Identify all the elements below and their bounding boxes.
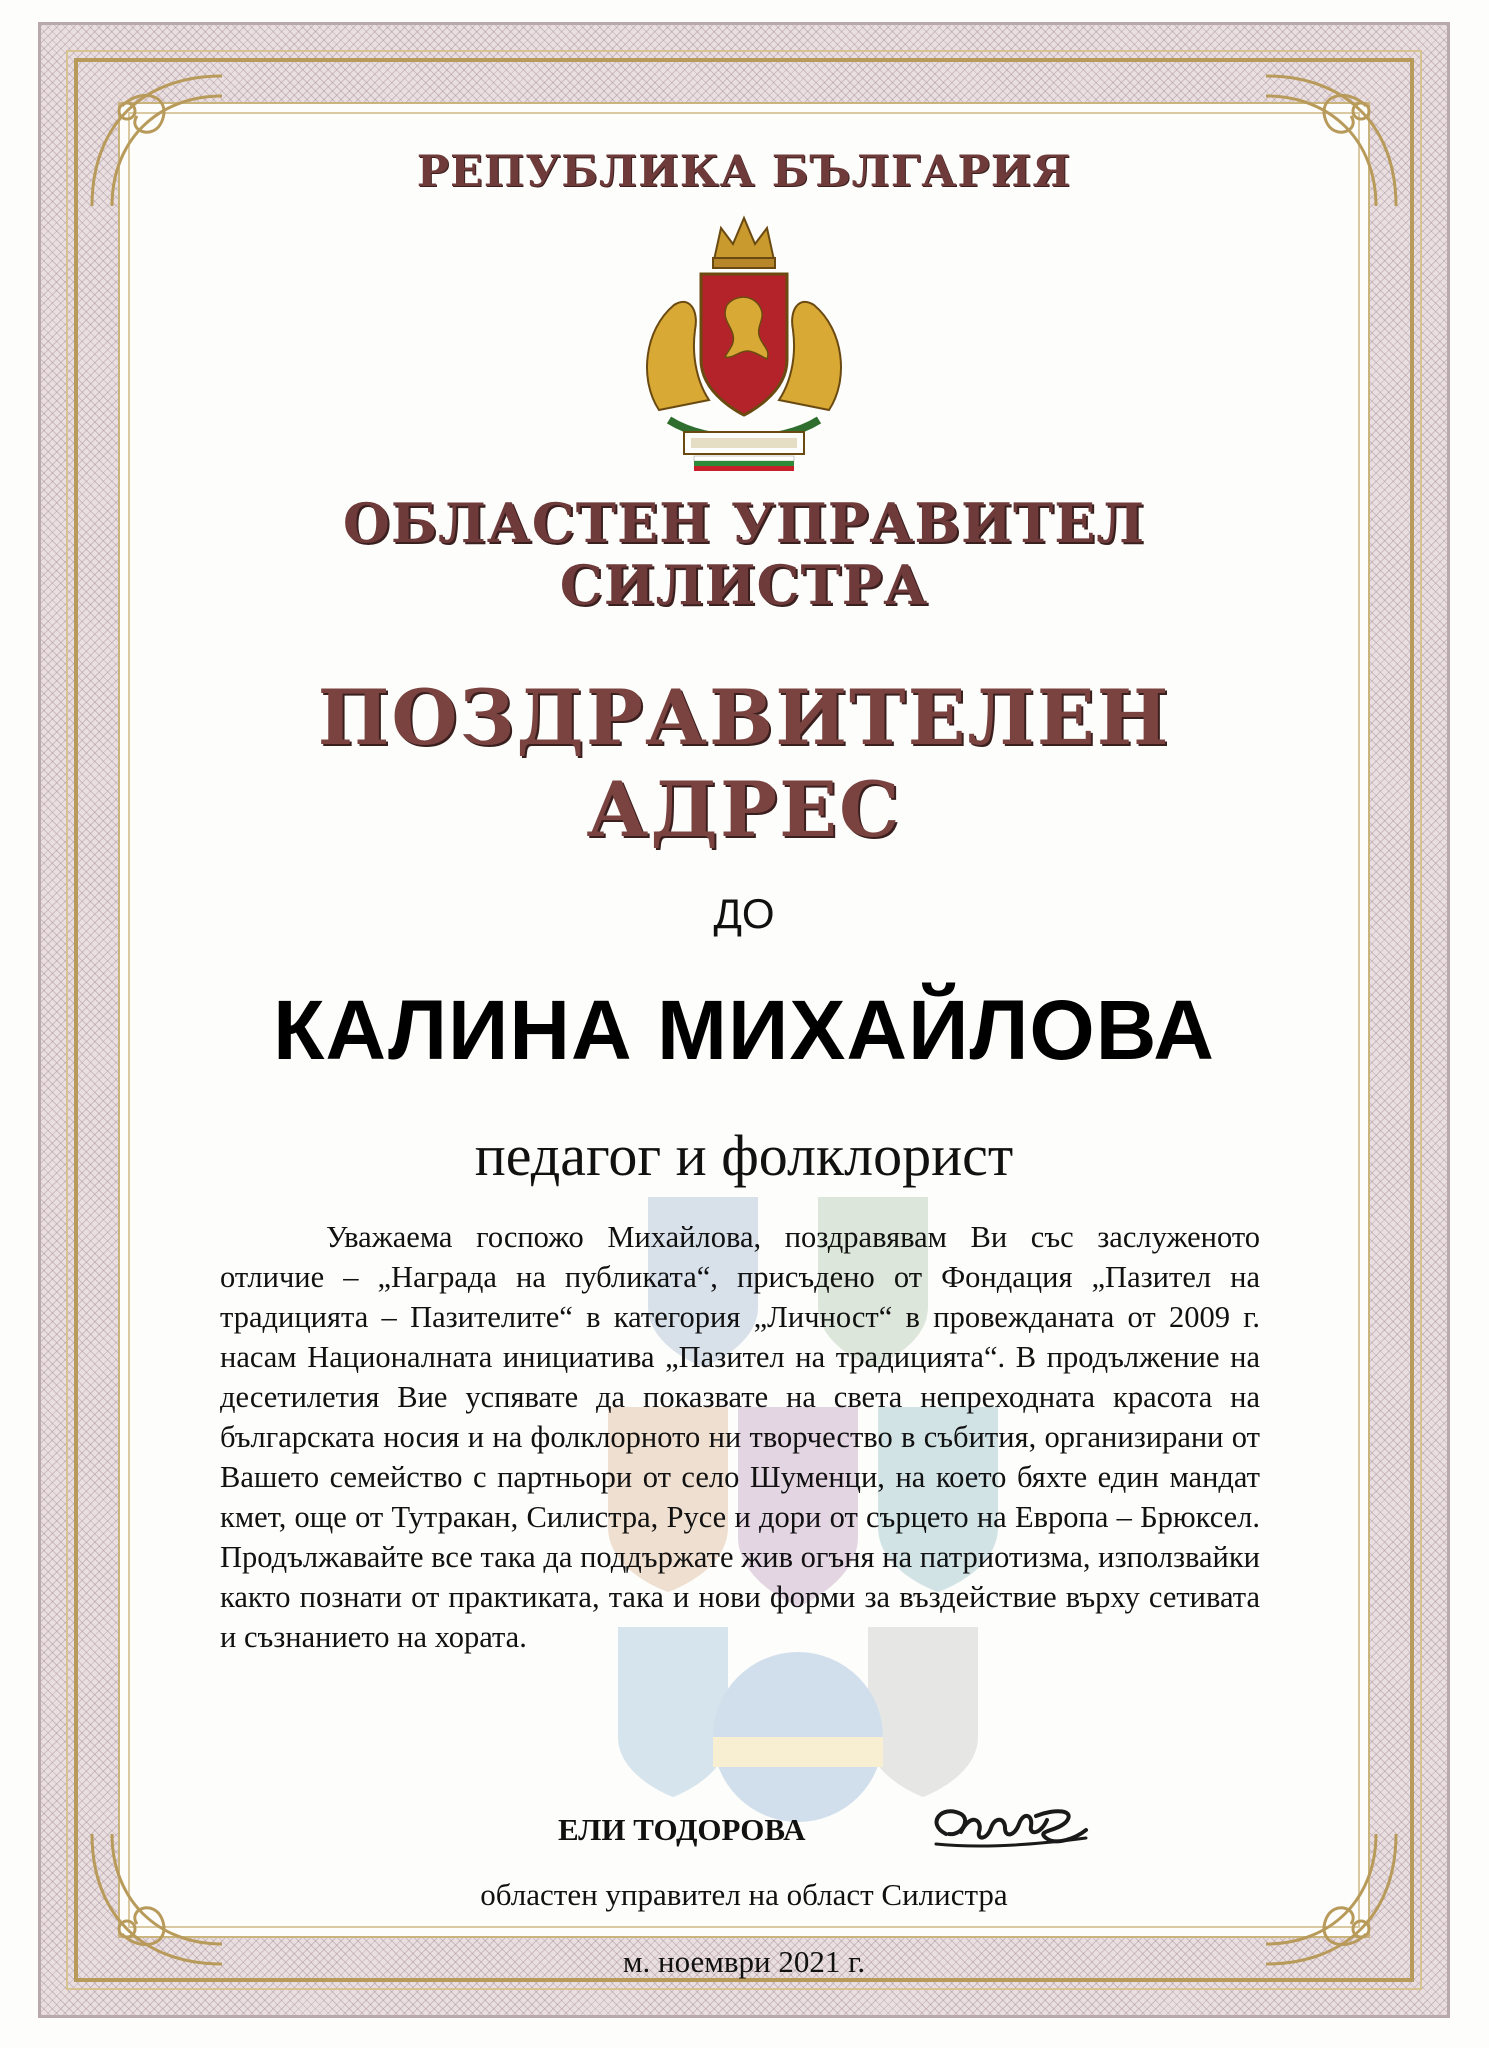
recipient-role: педагог и фолклорист — [474, 1123, 1014, 1188]
document-title-line2: АДРЕС — [586, 765, 902, 854]
document-title-line1: ПОЗДРАВИТЕЛЕН — [317, 673, 1171, 762]
office-heading — [118, 492, 1370, 616]
bulgaria-coat-of-arms-icon — [629, 210, 859, 478]
republic-heading: РЕПУБЛИКА БЪЛГАРИЯ — [416, 147, 1072, 197]
document-date: м. ноември 2021 г. — [622, 1944, 866, 1979]
certificate-content — [118, 102, 1370, 1979]
to-label: ДО — [713, 890, 775, 937]
office-heading-line1: ОБЛАСТЕН УПРАВИТЕЛ — [342, 491, 1146, 555]
handwritten-signature-icon — [916, 1794, 1116, 1860]
congratulation-body: Уважаема госпожо Михайлова, поздравявам Ви със заслуженото отличие – „Награда на публиката“, присъдено от Фондация „Пазител на традицията – Пазителите“ в категория „Личност“ в провежданата от 2009 г. насам Националната инициатива „Пазител на традицията“. В продължение на десетилетия Вие успявате да показвате на света непреходната красота на българската носия и на фолклорното ни творчество в събития, организирани от Вашето семейство с партньори от село Шуменци, на което бяхте един мандат кмет, още от Тутракан, Силистра, Русе и дори от сърцето на Европа – Брюксел. Продължавайте все така да поддържате жив огъня на патриотизма, използвайки както познати от практиката, така и нови форми за въздействие върху сетивата и съзнанието на хората. — [220, 1220, 1260, 1654]
office-heading-line2: СИЛИСТРА — [559, 553, 929, 617]
document-title — [118, 672, 1370, 856]
signer-name: ЕЛИ ТОДОРОВА — [558, 1812, 806, 1847]
recipient-name: КАЛИНА МИХАЙЛОВА — [273, 983, 1215, 1077]
signer-title: областен управител на област Силистра — [480, 1877, 1008, 1912]
